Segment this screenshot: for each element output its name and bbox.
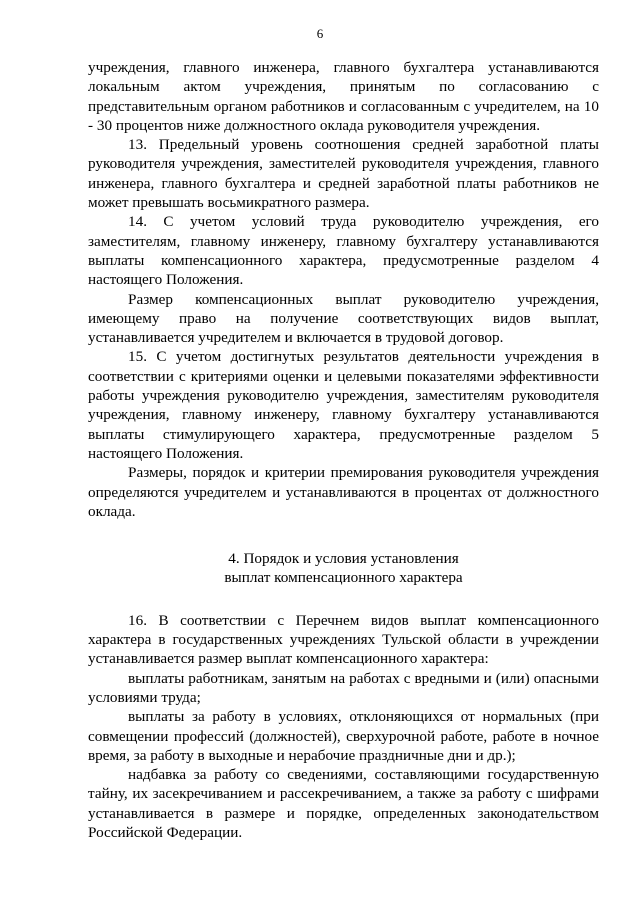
paragraph-13: 13. Предельный уровень соотношения средней заработной платы руководителя учреждения, заместителей руководителя учреждения, главного инженера, главного бухгалтера и средней заработной платы работников не может превышать восьмикратного размера. [88,136,599,212]
document-body [88,58,599,842]
paragraph-compensation-size: Размер компенсационных выплат руководителю учреждения, имеющему право на получение соответствующих видов выплат, устанавливается учредителем и включается в трудовой договор. [88,290,599,347]
list-item-hazardous-work: выплаты работникам, занятым на работах с вредными и (или) опасными условиями труда; [88,669,599,706]
paragraph-continuation: учреждения, главного инженера, главного бухгалтера устанавливаются локальным актом учреждения, принятым по согласованию с представительным органом работников и согласованным с учредителем, на 10 - 30 процентов ниже должностного оклада руководителя учреждения. [88,59,599,134]
page-number: 6 [316,26,324,41]
paragraph-bonus-criteria: Размеры, порядок и критерии премирования руководителя учреждения определяются учредителем и устанавливаются в процентах от должностного оклада. [88,464,599,520]
list-item-state-secret-allowance: надбавка за работу со сведениями, составляющими государственную тайну, их засекречиванием и рассекречиванием, а также за работу с шифрами устанавливается в размере и порядке, определенных законодательством Российской Федерации. [88,766,599,841]
paragraph-16: 16. В соответствии с Перечнем видов выплат компенсационного характера в государственных учреждениях Тульской области в учреждении устанавливается размер выплат компенсационного характера: [88,611,599,668]
paragraph-14: 14. С учетом условий труда руководителю учреждения, его заместителям, главному инженеру, главному бухгалтеру устанавливаются выплаты компенсационного характера, предусмотренные разделом 4 настоящего Положения. [88,213,599,289]
section-heading [88,549,599,588]
section-heading-line-2: выплат компенсационного характера [224,569,463,587]
list-item-abnormal-conditions: выплаты за работу в условиях, отклоняющихся от нормальных (при совмещении профессий (должностей), сверхурочной работе, работе в ночное время, за работу в выходные и нерабочие праздничные дни и др.); [88,708,599,764]
paragraph-15: 15. С учетом достигнутых результатов деятельности учреждения в соответствии с критериями оценки и целевыми показателями эффективности работы учреждения руководителю учреждения, заместителям руководителя учреждения, главному инженеру, главному бухгалтеру устанавливаются выплаты стимулирующего характера, предусмотренные разделом 5 настоящего Положения. [88,348,599,462]
section-heading-line-1: 4. Порядок и условия установления [228,550,459,568]
